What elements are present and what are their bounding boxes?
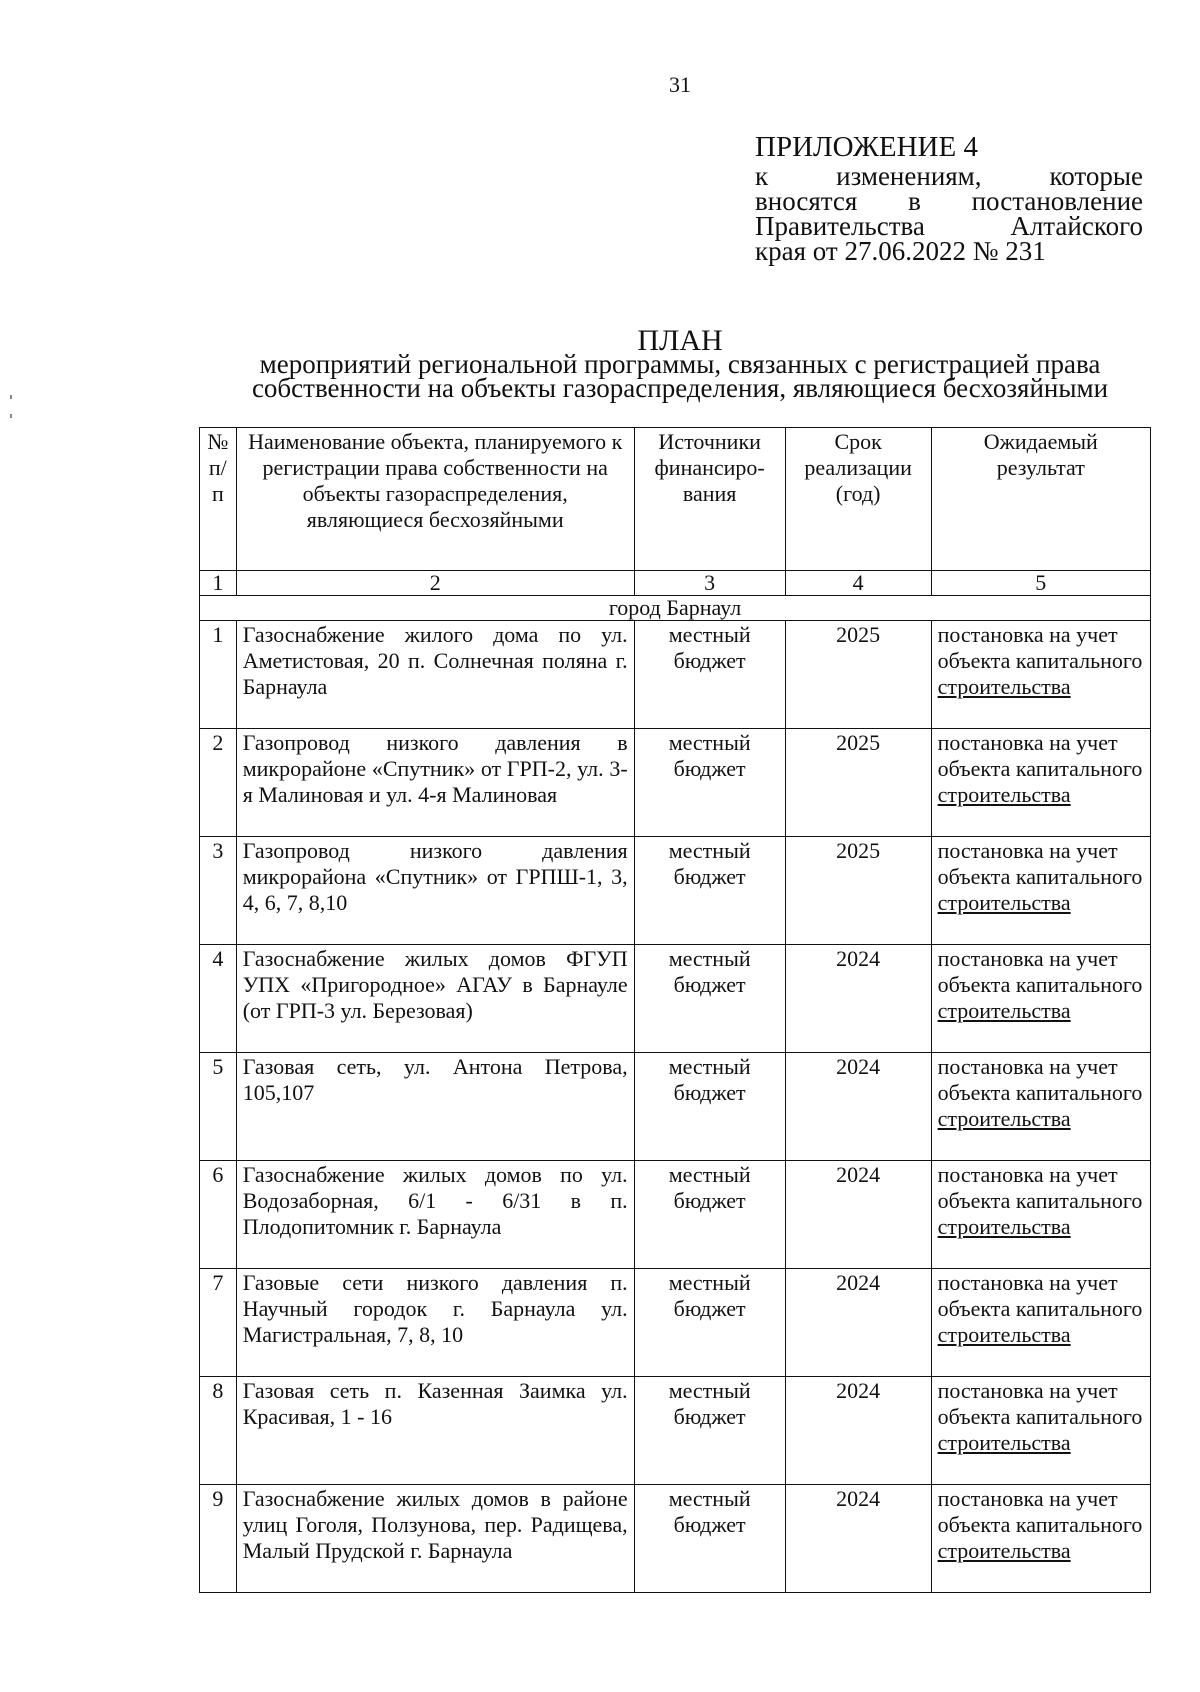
header-result: Ожидаемый результат (931, 428, 1150, 571)
margin-mark (10, 395, 12, 399)
expected-result (931, 1053, 1150, 1161)
implementation-year: 2024 (785, 1053, 931, 1161)
expected-result-text: постановка на учет объекта капитального (937, 1486, 1143, 1537)
expected-result-text: строительства (937, 998, 1071, 1023)
appendix-title: ПРИЛОЖЕНИЕ 4 (755, 131, 978, 163)
column-number: 1 (200, 571, 237, 596)
expected-result (931, 837, 1150, 945)
implementation-year: 2024 (785, 1377, 931, 1485)
column-number-row (200, 571, 1151, 596)
plan-table (199, 427, 1151, 1593)
expected-result (931, 621, 1150, 729)
funding-source: местный бюджет (634, 1377, 785, 1485)
expected-result (931, 1377, 1150, 1485)
expected-result (931, 1485, 1150, 1593)
implementation-year: 2024 (785, 1161, 931, 1269)
header-source: Источники финансиро-вания (634, 428, 785, 571)
expected-result-text: строительства (937, 674, 1071, 699)
row-number: 7 (200, 1269, 237, 1377)
expected-result-text: постановка на учет объекта капитального (937, 1378, 1143, 1429)
expected-result-text: строительства (937, 1322, 1071, 1347)
table-row (200, 1161, 1151, 1269)
expected-result-text: постановка на учет объекта капитального (937, 1162, 1143, 1213)
expected-result (931, 1161, 1150, 1269)
table-row (200, 1485, 1151, 1593)
expected-result-text: строительства (937, 1214, 1071, 1239)
implementation-year: 2025 (785, 621, 931, 729)
row-number: 5 (200, 1053, 237, 1161)
implementation-year: 2024 (785, 945, 931, 1053)
row-number: 9 (200, 1485, 237, 1593)
row-number: 6 (200, 1161, 237, 1269)
row-number: 3 (200, 837, 237, 945)
object-name: Газоснабжение жилых домов в районе улиц Гоголя, Ползунова, пер. Радищева, Малый Прудской г. Барнаула (236, 1485, 634, 1593)
implementation-year: 2025 (785, 729, 931, 837)
object-name: Газовые сети низкого давления п. Научный городок г. Барнаула ул. Магистральная, 7, 8, 10 (236, 1269, 634, 1377)
funding-source: местный бюджет (634, 1161, 785, 1269)
object-name: Газопровод низкого давления микрорайона «Спутник» от ГРПШ-1, 3, 4, 6, 7, 8,10 (236, 837, 634, 945)
table-row (200, 837, 1151, 945)
expected-result-text: строительства (937, 890, 1071, 915)
table-row (200, 1053, 1151, 1161)
implementation-year: 2025 (785, 837, 931, 945)
section-row (200, 596, 1151, 621)
appendix-line: Правительства Алтайского (755, 211, 1143, 241)
plan-subtitle-line: собственности на объекты газораспределения, являющиеся бесхозяйными (251, 373, 1109, 403)
implementation-year: 2024 (785, 1485, 931, 1593)
expected-result-text: постановка на учет объекта капитального (937, 1270, 1143, 1321)
expected-result-text: постановка на учет объекта капитального (937, 730, 1143, 781)
appendix-line: к изменениям, которые (755, 161, 1143, 191)
page-number: 31 (669, 72, 691, 97)
funding-source: местный бюджет (634, 1269, 785, 1377)
column-number: 2 (236, 571, 634, 596)
object-name: Газопровод низкого давления в микрорайоне «Спутник» от ГРП-2, ул. 3-я Малиновая и ул. 4-я Малиновая (236, 729, 634, 837)
expected-result-text: строительства (937, 1430, 1071, 1455)
funding-source: местный бюджет (634, 621, 785, 729)
appendix-line: края от 27.06.2022 № 231 (755, 236, 1046, 266)
plan-subtitle (200, 349, 1160, 403)
expected-result-text: постановка на учет объекта капитального (937, 946, 1143, 997)
appendix-line: вносятся в постановление (755, 186, 1143, 216)
column-number: 3 (634, 571, 785, 596)
margin-mark (10, 414, 12, 418)
expected-result-text: строительства (937, 782, 1071, 807)
funding-source: местный бюджет (634, 1485, 785, 1593)
row-number: 1 (200, 621, 237, 729)
object-name: Газоснабжение жилого дома по ул. Аметистовая, 20 п. Солнечная поляна г. Барнаула (236, 621, 634, 729)
object-name: Газоснабжение жилых домов ФГУП УПХ «Пригородное» АГАУ в Барнауле (от ГРП-3 ул. Березовая) (236, 945, 634, 1053)
expected-result-text: строительства (937, 1538, 1071, 1563)
plan-title: ПЛАН (637, 324, 723, 357)
implementation-year: 2024 (785, 1269, 931, 1377)
object-name: Газоснабжение жилых домов по ул. Водозаборная, 6/1 - 6/31 в п. Плодопитомник г. Барнаула (236, 1161, 634, 1269)
row-number: 4 (200, 945, 237, 1053)
row-number: 8 (200, 1377, 237, 1485)
column-number: 5 (931, 571, 1150, 596)
expected-result-text: строительства (937, 1106, 1071, 1131)
funding-source: местный бюджет (634, 837, 785, 945)
column-number: 4 (785, 571, 931, 596)
funding-source: местный бюджет (634, 945, 785, 1053)
expected-result (931, 1269, 1150, 1377)
plan-subtitle-line: мероприятий региональной программы, связанных с регистрацией права (259, 349, 1101, 379)
table-row (200, 945, 1151, 1053)
header-num: № п/п (200, 428, 237, 571)
expected-result (931, 729, 1150, 837)
table-row (200, 1269, 1151, 1377)
appendix-block (755, 132, 1143, 264)
section-title: город Барнаул (200, 596, 1151, 621)
table-row (200, 621, 1151, 729)
expected-result (931, 945, 1150, 1053)
object-name: Газовая сеть, ул. Антона Петрова, 105,107 (236, 1053, 634, 1161)
table-row (200, 729, 1151, 837)
row-number: 2 (200, 729, 237, 837)
expected-result-text: постановка на учет объекта капитального (937, 838, 1143, 889)
expected-result-text: постановка на учет объекта капитального (937, 1054, 1143, 1105)
object-name: Газовая сеть п. Казенная Заимка ул. Красивая, 1 - 16 (236, 1377, 634, 1485)
table-header-row (200, 428, 1151, 571)
header-term: Срок реализации (год) (785, 428, 931, 571)
expected-result-text: постановка на учет объекта капитального (937, 622, 1143, 673)
funding-source: местный бюджет (634, 1053, 785, 1161)
funding-source: местный бюджет (634, 729, 785, 837)
header-name: Наименование объекта, планируемого к регистрации права собственности на объекты газораспределения, являющиеся бесхозяйными (236, 428, 634, 571)
table-row (200, 1377, 1151, 1485)
